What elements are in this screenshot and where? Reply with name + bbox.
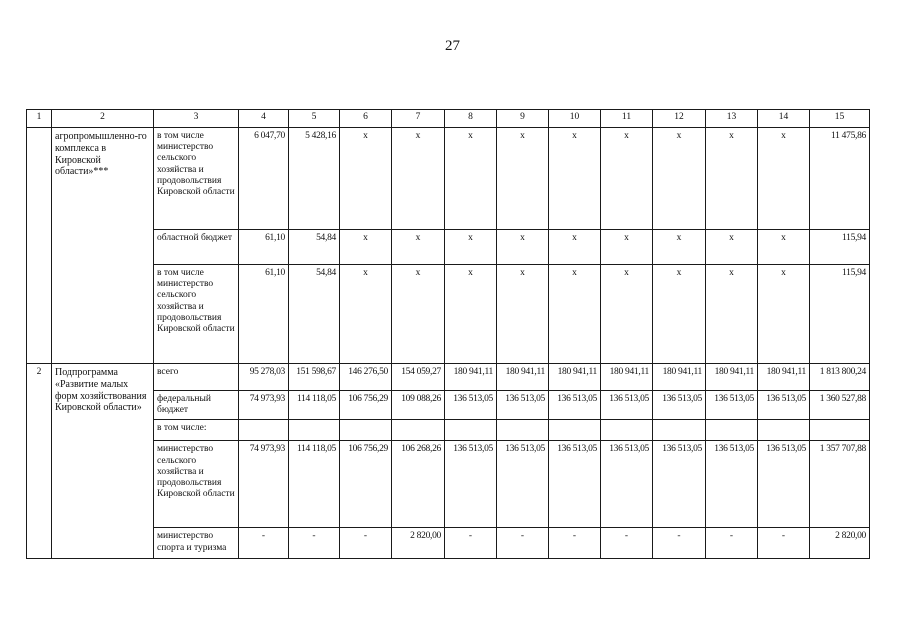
value-cell <box>340 420 392 441</box>
value-cell: 180 941,11 <box>706 364 758 391</box>
value-cell: 54,84 <box>289 230 340 265</box>
value-cell: 74 973,93 <box>239 441 289 528</box>
value-cell: 146 276,50 <box>340 364 392 391</box>
value-cell: 154 059,27 <box>392 364 445 391</box>
column-number-header: 11 <box>601 110 653 128</box>
value-cell: x <box>706 128 758 230</box>
total-cell: 115,94 <box>810 230 870 265</box>
value-cell: 61,10 <box>239 230 289 265</box>
value-cell: x <box>758 265 810 364</box>
table-row <box>27 230 870 265</box>
value-cell: - <box>497 528 549 559</box>
value-cell: 114 118,05 <box>289 391 340 420</box>
column-number-header: 9 <box>497 110 549 128</box>
value-cell <box>653 420 706 441</box>
value-cell: - <box>340 528 392 559</box>
value-cell: x <box>445 230 497 265</box>
table-row <box>27 441 870 528</box>
value-cell: - <box>445 528 497 559</box>
value-cell: 136 513,05 <box>706 441 758 528</box>
value-cell: 136 513,05 <box>497 391 549 420</box>
value-cell: x <box>601 265 653 364</box>
total-cell: 1 357 707,88 <box>810 441 870 528</box>
value-cell: 54,84 <box>289 265 340 364</box>
value-cell: x <box>340 230 392 265</box>
total-cell: 2 820,00 <box>810 528 870 559</box>
value-cell: 2 820,00 <box>392 528 445 559</box>
column-number-header: 12 <box>653 110 706 128</box>
value-cell <box>239 420 289 441</box>
table-row <box>27 528 870 559</box>
value-cell: 151 598,67 <box>289 364 340 391</box>
value-cell: x <box>601 128 653 230</box>
value-cell: - <box>601 528 653 559</box>
value-cell: - <box>758 528 810 559</box>
value-cell: 106 756,29 <box>340 391 392 420</box>
value-cell: 180 941,11 <box>653 364 706 391</box>
value-cell: 180 941,11 <box>549 364 601 391</box>
value-cell: - <box>549 528 601 559</box>
value-cell: x <box>392 230 445 265</box>
source-label: всего <box>154 364 239 391</box>
total-cell: 1 360 527,88 <box>810 391 870 420</box>
value-cell: 61,10 <box>239 265 289 364</box>
value-cell: 136 513,05 <box>653 391 706 420</box>
table-row <box>27 364 870 391</box>
column-number-header: 5 <box>289 110 340 128</box>
table-row <box>27 420 870 441</box>
value-cell: - <box>706 528 758 559</box>
source-label: областной бюджет <box>154 230 239 265</box>
value-cell: 180 941,11 <box>445 364 497 391</box>
value-cell <box>445 420 497 441</box>
table-row <box>27 265 870 364</box>
column-number-header: 8 <box>445 110 497 128</box>
column-number-header: 10 <box>549 110 601 128</box>
value-cell: x <box>340 265 392 364</box>
value-cell: 136 513,05 <box>601 441 653 528</box>
value-cell: 180 941,11 <box>601 364 653 391</box>
source-label: в том числе министерство сельского хозяйства и продовольствия Кировской области <box>154 265 239 364</box>
source-label: в том числе: <box>154 420 239 441</box>
value-cell: x <box>653 265 706 364</box>
value-cell: 136 513,05 <box>445 441 497 528</box>
value-cell <box>289 420 340 441</box>
total-cell: 115,94 <box>810 265 870 364</box>
value-cell: 74 973,93 <box>239 391 289 420</box>
value-cell: x <box>445 265 497 364</box>
total-cell <box>810 420 870 441</box>
source-label: федеральный бюджет <box>154 391 239 420</box>
column-number-header: 2 <box>52 110 154 128</box>
value-cell: - <box>239 528 289 559</box>
total-cell: 1 813 800,24 <box>810 364 870 391</box>
value-cell: 136 513,05 <box>706 391 758 420</box>
value-cell: - <box>653 528 706 559</box>
value-cell: 136 513,05 <box>758 391 810 420</box>
value-cell: 136 513,05 <box>601 391 653 420</box>
page-number: 27 <box>445 38 460 54</box>
value-cell: x <box>549 230 601 265</box>
value-cell <box>601 420 653 441</box>
value-cell: x <box>758 230 810 265</box>
column-number-header: 1 <box>27 110 52 128</box>
value-cell <box>706 420 758 441</box>
value-cell: x <box>340 128 392 230</box>
value-cell: x <box>549 265 601 364</box>
column-number-header: 15 <box>810 110 870 128</box>
value-cell: 136 513,05 <box>549 441 601 528</box>
program-name: Подпрограмма «Развитие малых форм хозяйствования Кировской области» <box>52 364 154 559</box>
column-number-header: 3 <box>154 110 239 128</box>
source-label: министерство спорта и туризма <box>154 528 239 559</box>
value-cell: x <box>549 128 601 230</box>
value-cell: x <box>497 230 549 265</box>
value-cell: 6 047,70 <box>239 128 289 230</box>
table-row <box>27 128 870 230</box>
value-cell: 114 118,05 <box>289 441 340 528</box>
value-cell: x <box>497 265 549 364</box>
value-cell: 5 428,16 <box>289 128 340 230</box>
source-label: министерство сельского хозяйства и продовольствия Кировской области <box>154 441 239 528</box>
total-cell: 11 475,86 <box>810 128 870 230</box>
value-cell: 109 088,26 <box>392 391 445 420</box>
value-cell <box>497 420 549 441</box>
value-cell: x <box>706 265 758 364</box>
value-cell <box>549 420 601 441</box>
value-cell <box>758 420 810 441</box>
row-number-cell: 2 <box>27 364 52 559</box>
value-cell: x <box>497 128 549 230</box>
table-row <box>27 391 870 420</box>
column-number-header: 14 <box>758 110 810 128</box>
value-cell: x <box>653 230 706 265</box>
value-cell: 106 268,26 <box>392 441 445 528</box>
column-number-header: 7 <box>392 110 445 128</box>
value-cell: 136 513,05 <box>758 441 810 528</box>
value-cell: 106 756,29 <box>340 441 392 528</box>
value-cell: 136 513,05 <box>653 441 706 528</box>
column-number-header: 13 <box>706 110 758 128</box>
budget-table <box>26 109 870 559</box>
value-cell: x <box>392 128 445 230</box>
value-cell: 180 941,11 <box>758 364 810 391</box>
value-cell: x <box>758 128 810 230</box>
value-cell: x <box>601 230 653 265</box>
row-number-cell <box>27 128 52 364</box>
program-name: агропромышленно-го комплекса в Кировской области»*** <box>52 128 154 364</box>
value-cell: 136 513,05 <box>497 441 549 528</box>
column-number-header: 4 <box>239 110 289 128</box>
source-label: в том числе министерство сельского хозяйства и продовольствия Кировской области <box>154 128 239 230</box>
column-number-header: 6 <box>340 110 392 128</box>
value-cell: 180 941,11 <box>497 364 549 391</box>
value-cell: 136 513,05 <box>549 391 601 420</box>
value-cell: - <box>289 528 340 559</box>
value-cell: 95 278,03 <box>239 364 289 391</box>
value-cell: x <box>445 128 497 230</box>
value-cell: 136 513,05 <box>445 391 497 420</box>
value-cell: x <box>706 230 758 265</box>
value-cell: x <box>392 265 445 364</box>
value-cell: x <box>653 128 706 230</box>
column-number-row <box>27 110 870 128</box>
value-cell <box>392 420 445 441</box>
